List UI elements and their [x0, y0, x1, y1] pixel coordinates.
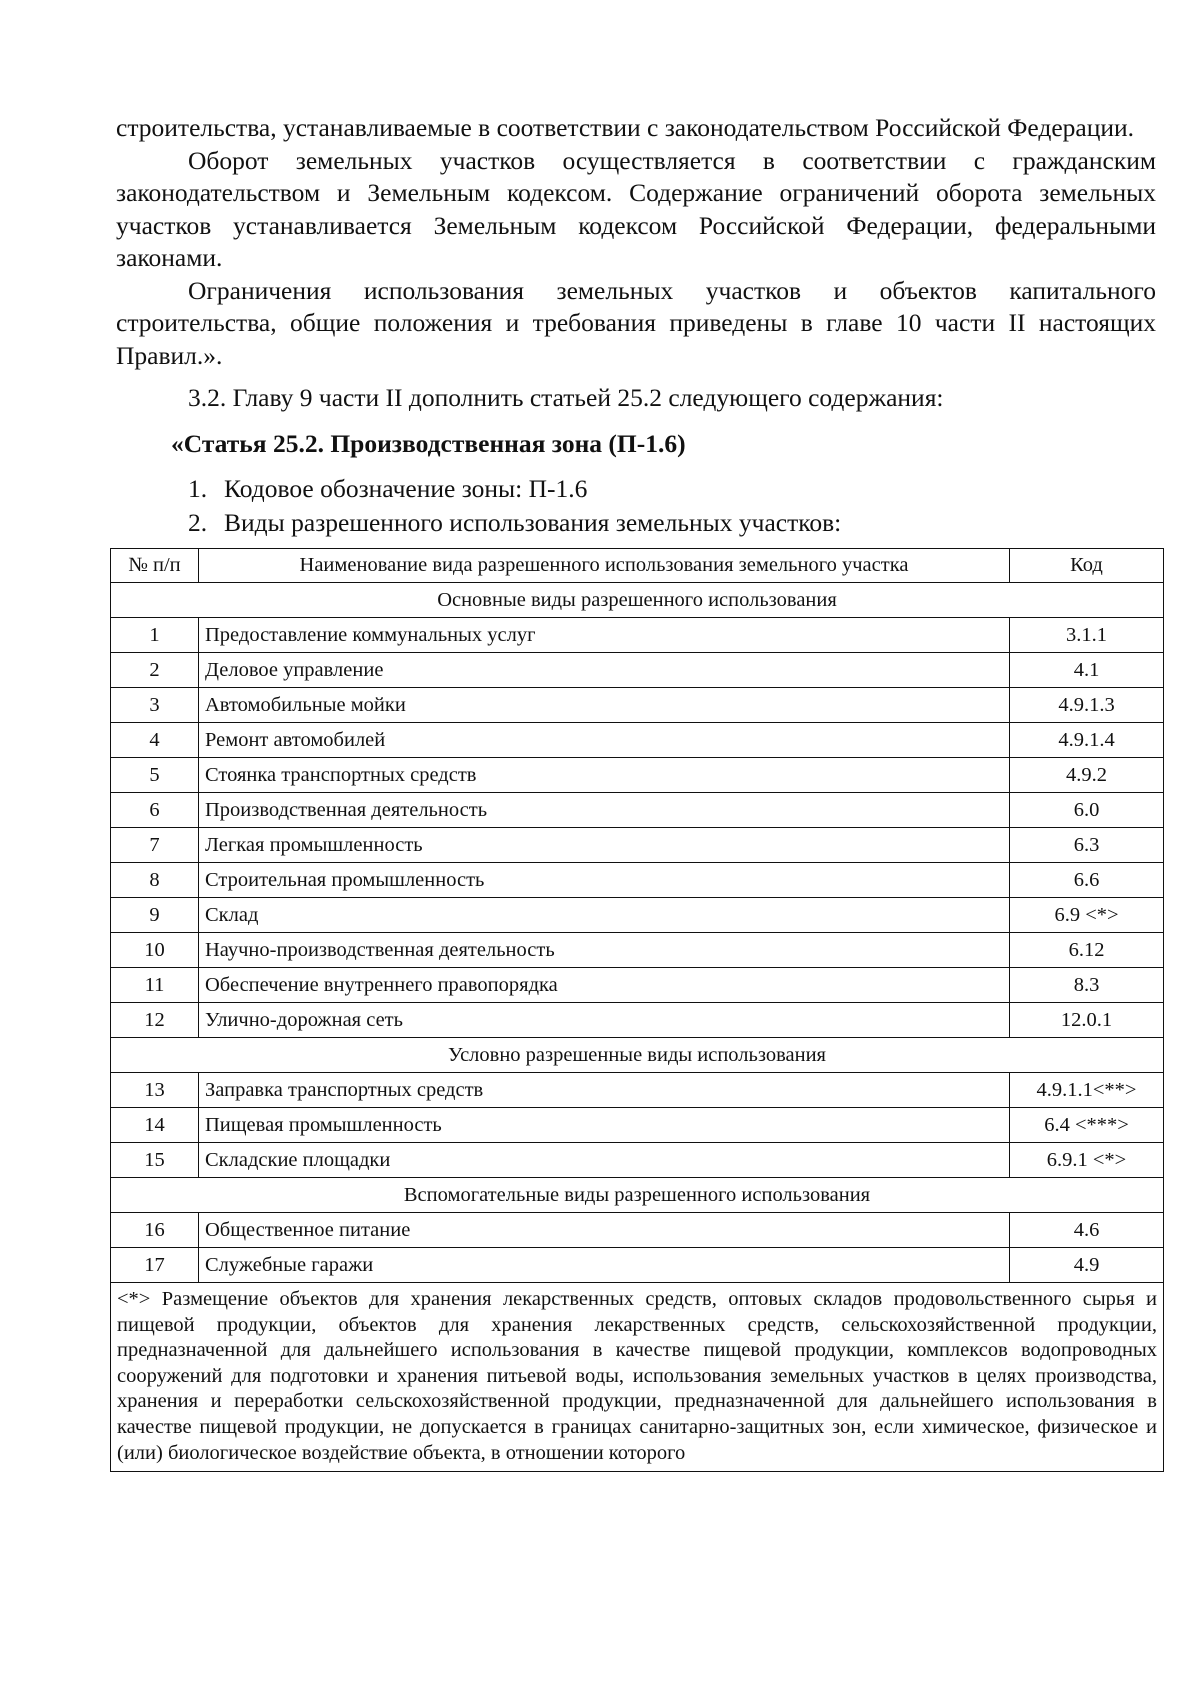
row-use-name: Общественное питание	[199, 1213, 1010, 1248]
footnote-row	[111, 1283, 1164, 1472]
row-number: 5	[111, 758, 199, 793]
section-row	[111, 583, 1164, 618]
table-row	[111, 688, 1164, 723]
row-number: 2	[111, 653, 199, 688]
row-number: 12	[111, 1003, 199, 1038]
row-use-name: Пищевая промышленность	[199, 1108, 1010, 1143]
table-row	[111, 1143, 1164, 1178]
row-number: 8	[111, 863, 199, 898]
header-number: № п/п	[111, 549, 199, 583]
section-title: Основные виды разрешенного использования	[111, 583, 1164, 618]
row-use-name: Строительная промышленность	[199, 863, 1010, 898]
list-item-number: 1.	[188, 474, 208, 503]
table-row	[111, 653, 1164, 688]
row-number: 16	[111, 1213, 199, 1248]
row-code: 6.9.1 <*>	[1010, 1143, 1164, 1178]
table-row	[111, 793, 1164, 828]
row-number: 10	[111, 933, 199, 968]
row-code: 4.6	[1010, 1213, 1164, 1248]
row-number: 4	[111, 723, 199, 758]
permitted-uses-table	[110, 548, 1164, 1472]
row-number: 9	[111, 898, 199, 933]
table-row	[111, 1108, 1164, 1143]
row-code: 4.9.1.1<**>	[1010, 1073, 1164, 1108]
row-code: 4.1	[1010, 653, 1164, 688]
paragraph-land-turnover: Оборот земельных участков осуществляется в соответствии с гражданским законодательством и Земельным кодексом. Содержание ограничений оборота земельных участков устанавливается Земельным кодексом Российской Федерации, федеральными законами.	[116, 145, 1156, 272]
table-row	[111, 618, 1164, 653]
table-row	[111, 898, 1164, 933]
row-code: 4.9.2	[1010, 758, 1164, 793]
row-number: 14	[111, 1108, 199, 1143]
row-use-name: Предоставление коммунальных услуг	[199, 618, 1010, 653]
row-use-name: Обеспечение внутреннего правопорядка	[199, 968, 1010, 1003]
row-code: 6.3	[1010, 828, 1164, 863]
row-code: 4.9.1.3	[1010, 688, 1164, 723]
row-use-name: Склад	[199, 898, 1010, 933]
table-row	[111, 863, 1164, 898]
table-row	[111, 968, 1164, 1003]
table-row	[111, 1213, 1164, 1248]
row-use-name: Стоянка транспортных средств	[199, 758, 1010, 793]
list-item	[116, 506, 1156, 540]
row-number: 7	[111, 828, 199, 863]
row-use-name: Складские площадки	[199, 1143, 1010, 1178]
table-row	[111, 933, 1164, 968]
list-item-text: Виды разрешенного использования земельных участков:	[224, 508, 842, 537]
table-row	[111, 828, 1164, 863]
table-row	[111, 1248, 1164, 1283]
row-use-name: Деловое управление	[199, 653, 1010, 688]
row-use-name: Легкая промышленность	[199, 828, 1010, 863]
row-use-name: Автомобильные мойки	[199, 688, 1010, 723]
section-row	[111, 1178, 1164, 1213]
paragraph-amendment-3-2: 3.2. Главу 9 части II дополнить статьей 25.2 следующего содержания:	[188, 383, 944, 412]
row-use-name: Ремонт автомобилей	[199, 723, 1010, 758]
table-body	[111, 583, 1164, 1472]
section-title: Условно разрешенные виды использования	[111, 1038, 1164, 1073]
row-code: 4.9	[1010, 1248, 1164, 1283]
row-number: 11	[111, 968, 199, 1003]
footnote-text: <*> Размещение объектов для хранения лекарственных средств, оптовых складов продовольственного сырья и пищевой продукции, объектов для хранения лекарственных средств, сельскохозяйственной продукции, предназначенной для дальнейшего использования в качестве пищевой продукции, комплексов водопроводных сооружений для подготовки и хранения питьевой воды, использования земельных участков в целях производства, хранения и переработки сельскохозяйственной продукции, предназначенной для дальнейшего использования в качестве пищевой продукции, не допускается в границах санитарно-защитных зон, если химическое, физическое и (или) биологическое воздействие объекта, в отношении которого	[111, 1283, 1164, 1472]
row-code: 6.6	[1010, 863, 1164, 898]
section-row	[111, 1038, 1164, 1073]
paragraph-continuation: строительства, устанавливаемые в соответствии с законодательством Российской Федерации.	[116, 113, 1135, 142]
row-use-name: Служебные гаражи	[199, 1248, 1010, 1283]
row-code: 4.9.1.4	[1010, 723, 1164, 758]
list-item	[116, 472, 1156, 506]
article-heading: «Статья 25.2. Производственная зона (П-1.6)	[171, 429, 686, 458]
row-use-name: Научно-производственная деятельность	[199, 933, 1010, 968]
table-header-row	[111, 549, 1164, 583]
section-title: Вспомогательные виды разрешенного использования	[111, 1178, 1164, 1213]
row-number: 17	[111, 1248, 199, 1283]
table-row	[111, 1073, 1164, 1108]
row-number: 15	[111, 1143, 199, 1178]
numbered-list	[116, 472, 1156, 540]
table-row	[111, 758, 1164, 793]
row-code: 8.3	[1010, 968, 1164, 1003]
paragraph-restrictions: Ограничения использования земельных участков и объектов капитального строительства, общие положения и требования приведены в главе 10 части II настоящих Правил.».	[116, 275, 1156, 370]
row-code: 6.0	[1010, 793, 1164, 828]
row-number: 1	[111, 618, 199, 653]
document-page	[116, 112, 1156, 1472]
header-use-name: Наименование вида разрешенного использования земельного участка	[199, 549, 1010, 583]
row-number: 3	[111, 688, 199, 723]
row-code: 3.1.1	[1010, 618, 1164, 653]
list-item-text: Кодовое обозначение зоны: П-1.6	[224, 474, 588, 503]
row-use-name: Заправка транспортных средств	[199, 1073, 1010, 1108]
row-number: 6	[111, 793, 199, 828]
row-number: 13	[111, 1073, 199, 1108]
header-code: Код	[1010, 549, 1164, 583]
table-row	[111, 723, 1164, 758]
row-code: 6.9 <*>	[1010, 898, 1164, 933]
row-use-name: Улично-дорожная сеть	[199, 1003, 1010, 1038]
row-code: 12.0.1	[1010, 1003, 1164, 1038]
table-row	[111, 1003, 1164, 1038]
row-code: 6.4 <***>	[1010, 1108, 1164, 1143]
row-code: 6.12	[1010, 933, 1164, 968]
row-use-name: Производственная деятельность	[199, 793, 1010, 828]
list-item-number: 2.	[188, 508, 208, 537]
